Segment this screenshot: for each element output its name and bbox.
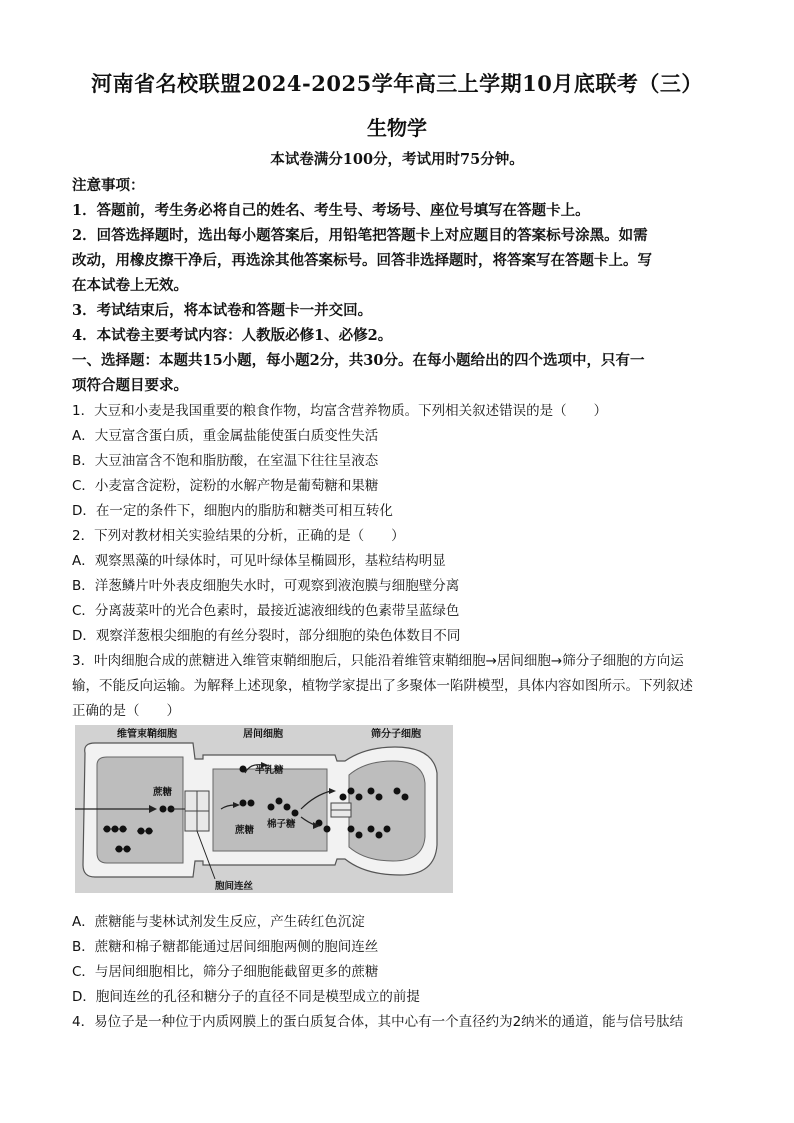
notice-line: 改动，用橡皮擦干净后，再选涂其他答案标号。回答非选择题时，将答案写在答题卡上。写	[72, 252, 652, 269]
label-sheath-cell: 维管束鞘细胞	[117, 729, 177, 740]
question-1-option-d: D．在一定的条件下，细胞内的脂肪和糖类可相互转化	[72, 503, 393, 519]
question-1-option-a: A．大豆富含蛋白质，重金属盐能使蛋白质变性失活	[72, 428, 379, 444]
label-sucrose: 蔗糖	[153, 787, 173, 798]
question-2-option-b: B．洋葱鳞片叶外表皮细胞失水时，可观察到液泡膜与细胞壁分离	[72, 578, 460, 594]
label-sucrose-2: 蔗糖	[235, 825, 255, 836]
notice-line: 在本试卷上无效。	[72, 277, 188, 294]
question-3-option-c: C．与居间细胞相比，筛分子细胞能截留更多的蔗糖	[72, 964, 379, 980]
section-heading: 一、选择题：本题共15小题，每小题2分，共30分。在每小题给出的四个选项中，只有一	[72, 352, 645, 369]
question-2-option-c: C．分离菠菜叶的光合色素时，最接近滤液细线的色素带呈蓝绿色	[72, 603, 460, 619]
question-3-stem-cont: 输，不能反向运输。为解释上述现象，植物学家提出了多聚体一陷阱模型，具体内容如图所示。下列叙述	[72, 678, 693, 694]
question-3-option-a: A．蔗糖能与斐林试剂发生反应，产生砖红色沉淀	[72, 914, 365, 930]
sieve-cell-interior	[349, 761, 425, 861]
question-3-stem: 3．叶肉细胞合成的蔗糖进入维管束鞘细胞后，只能沿着维管束鞘细胞→居间细胞→筛分子细胞的方向运	[72, 653, 684, 669]
question-1-option-b: B．大豆油富含不饱和脂肪酸，在室温下往往呈液态	[72, 453, 379, 469]
question-1-option-c: C．小麦富含淀粉，淀粉的水解产物是葡萄糖和果糖	[72, 478, 379, 494]
notice-line: 1．答题前，考生务必将自己的姓名、考生号、考场号、座位号填写在答题卡上。	[72, 202, 590, 219]
question-2-option-d: D．观察洋葱根尖细胞的有丝分裂时，部分细胞的染色体数目不同	[72, 628, 461, 644]
notice-line: 2．回答选择题时，选出每小题答案后，用铅笔把答题卡上对应题目的答案标号涂黑。如需	[72, 227, 648, 244]
exam-title: 河南省名校联盟2024-2025学年高三上学期10月底联考（三）	[91, 71, 703, 96]
section-heading-cont: 项符合题目要求。	[72, 377, 188, 394]
label-raffinose: 棉子糖	[267, 819, 296, 830]
exam-info: 本试卷满分100分，考试用时75分钟。	[270, 151, 524, 168]
polymer-trap-diagram	[75, 725, 453, 893]
notice-heading: 注意事项：	[72, 177, 145, 194]
notice-line: 4．本试卷主要考试内容：人教版必修1、必修2。	[72, 327, 393, 344]
label-intermediate-cell: 居间细胞	[243, 729, 283, 740]
label-plasmodesmata: 胞间连丝	[215, 881, 254, 892]
question-2-stem: 2．下列对教材相关实验结果的分析，正确的是（ ）	[72, 528, 405, 544]
question-3-stem-end: 正确的是（ ）	[72, 703, 180, 719]
subject-title: 生物学	[367, 116, 427, 140]
notice-line: 3．考试结束后，将本试卷和答题卡一并交回。	[72, 302, 373, 319]
question-3-option-d: D．胞间连丝的孔径和糖分子的直径不同是模型成立的前提	[72, 989, 420, 1005]
question-1-stem: 1．大豆和小麦是我国重要的粮食作物，均富含营养物质。下列相关叙述错误的是（ ）	[72, 403, 608, 419]
question-3-option-b: B．蔗糖和棉子糖都能通过居间细胞两侧的胞间连丝	[72, 939, 379, 955]
question-2-option-a: A．观察黑藻的叶绿体时，可见叶绿体呈椭圆形，基粒结构明显	[72, 553, 446, 569]
question-4-stem: 4．易位子是一种位于内质网膜上的蛋白质复合体，其中心有一个直径约为2纳米的通道，能与信号肽结	[72, 1014, 684, 1030]
label-galactose: 半乳糖	[255, 765, 284, 776]
label-sieve-cell: 筛分子细胞	[371, 729, 421, 740]
